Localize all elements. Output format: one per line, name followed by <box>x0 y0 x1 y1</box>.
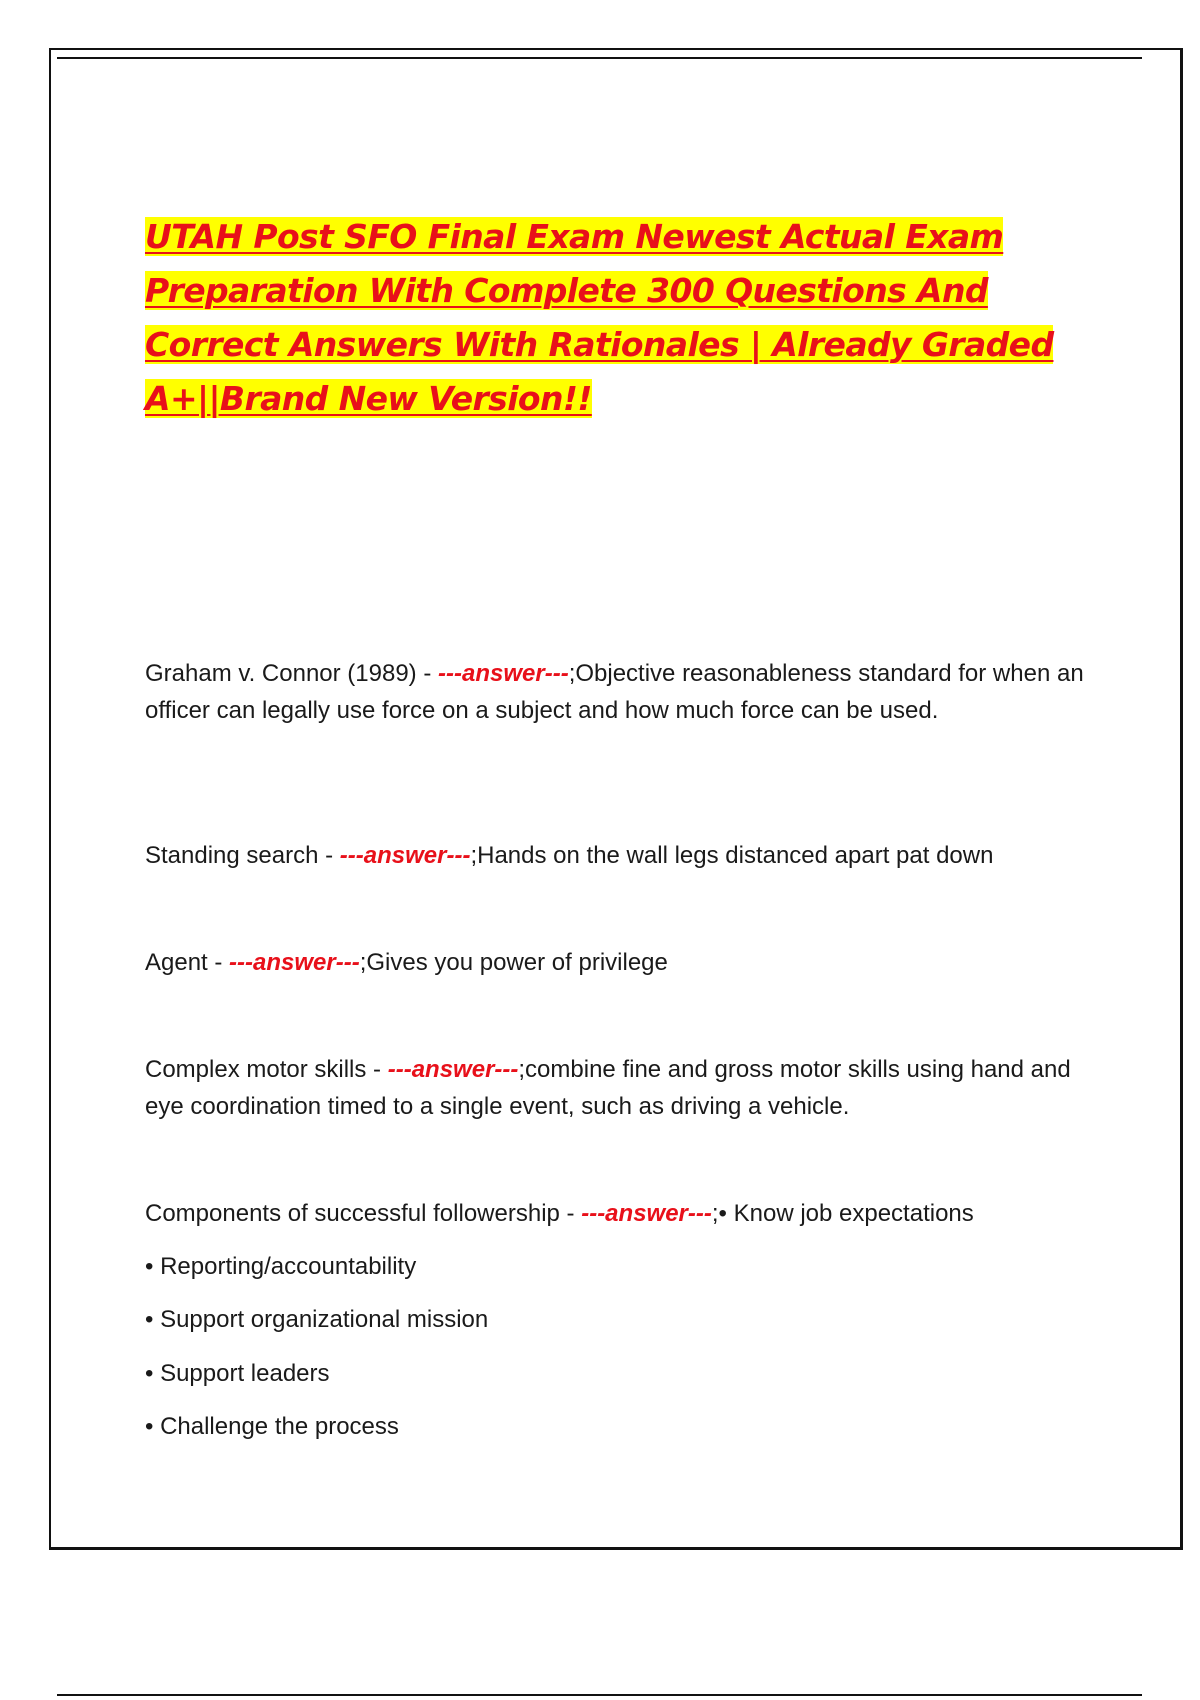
qa-entry-graham-v-connor <box>145 655 1095 729</box>
term: Graham v. Connor (1989) - <box>145 660 439 687</box>
answer-tag: ---answer--- <box>229 949 360 976</box>
followership-bullet-challenge: • Challenge the process <box>145 1413 399 1440</box>
term: Agent - <box>145 949 230 976</box>
next-page-top-rule <box>57 1694 1142 1696</box>
answer-text: ;Gives you power of privilege <box>359 949 668 976</box>
answer-tag: ---answer--- <box>387 1056 519 1083</box>
document-title-text: UTAH Post SFO Final Exam Newest Actual Exam Preparation With Complete 300 Questions And Correct Answers With Rationales | Already Graded A+||Brand New Version!! <box>145 217 1054 418</box>
followership-bullet-mission: • Support organizational mission <box>145 1306 489 1333</box>
term: Standing search - <box>145 842 340 869</box>
answer-text: ;combine fine and gross motor skills using hand and eye coordination timed to a single event, such as driving a vehicle. <box>145 1056 1071 1120</box>
answer-tag: ---answer--- <box>339 842 471 869</box>
answer-text: ;• Know job expectations <box>711 1200 974 1227</box>
term: Components of successful followership - <box>145 1200 582 1227</box>
qa-entry-followership <box>145 1195 1095 1232</box>
answer-tag: ---answer--- <box>581 1200 712 1227</box>
answer-text: ;Hands on the wall legs distanced apart pat down <box>470 842 994 869</box>
followership-bullet-reporting: • Reporting/accountability <box>145 1253 417 1280</box>
document-title <box>145 210 1065 426</box>
top-rule <box>57 57 1142 59</box>
qa-entry-standing-search <box>145 837 1095 874</box>
qa-entry-complex-motor-skills <box>145 1051 1095 1125</box>
answer-tag: ---answer--- <box>438 660 569 687</box>
qa-entry-agent <box>145 944 1095 981</box>
term: Complex motor skills - <box>145 1056 388 1083</box>
followership-bullet-leaders: • Support leaders <box>145 1360 330 1387</box>
answer-text: ;Objective reasonableness standard for when an officer can legally use force on a subject and how much force can be used. <box>145 660 1084 724</box>
